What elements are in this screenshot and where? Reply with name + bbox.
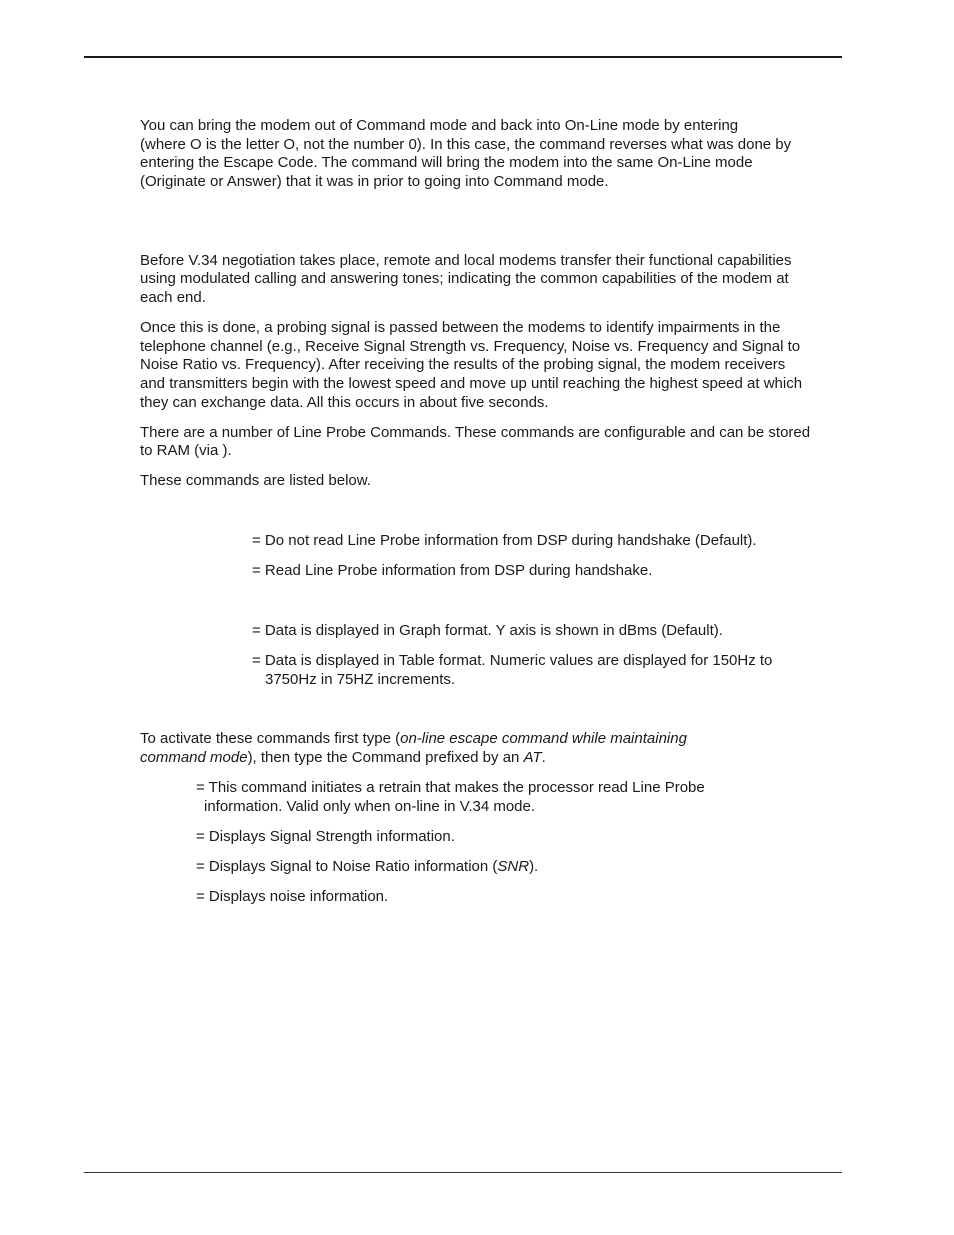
display-option-retrain-line-1: = This command initiates a retrain that makes the processor read Line Probe — [196, 779, 705, 796]
display-option-signal-strength: = Displays Signal Strength information. — [196, 828, 455, 845]
read-option-default: = Do not read Line Probe information from DSP during handshake (Default). — [252, 532, 757, 549]
format-option-table-line-2: 3750Hz in 75HZ increments. — [265, 671, 456, 688]
format-option-graph: = Data is displayed in Graph format. Y axis is shown in dBms (Default). — [252, 622, 723, 639]
probing-line-5: they can exchange data. All this occurs in about five seconds. — [140, 394, 549, 411]
online-paragraph-line-4: (Originate or Answer) that it was in prior to going into Command mode. — [140, 173, 609, 190]
activate-line-1 — [140, 729, 687, 748]
display-option-retrain-line-2: information. Valid only when on-line in V.34 mode. — [204, 798, 536, 815]
probe-intro-line-1: Before V.34 negotiation takes place, remote and local modems transfer their functional capabilities — [140, 252, 792, 269]
activate-line-2-end: . — [541, 749, 546, 766]
online-paragraph-line-3: entering the Escape Code. The command will bring the modem into the same On-Line mode — [140, 154, 753, 171]
listed-below: These commands are listed below. — [140, 472, 371, 489]
activate-line-1-prefix: To activate these commands first type ( — [140, 730, 401, 747]
footer-rule — [84, 1172, 842, 1173]
read-option-enabled: = Read Line Probe information from DSP during handshake. — [252, 562, 653, 579]
probing-line-1: Once this is done, a probing signal is passed between the modems to identify impairments in the — [140, 319, 781, 336]
activate-line-1-italic: on-line escape command while maintaining — [400, 730, 687, 747]
activate-line-2-at: AT — [523, 749, 542, 766]
online-paragraph-line-1: You can bring the modem out of Command mode and back into On-Line mode by entering — [140, 117, 739, 134]
probing-line-2: telephone channel (e.g., Receive Signal Strength vs. Frequency, Noise vs. Frequency and Signal to — [140, 338, 801, 355]
display-option-noise: = Displays noise information. — [196, 888, 389, 905]
header-rule — [84, 56, 842, 58]
config-line-1: There are a number of Line Probe Commands. These commands are configurable and can be stored — [140, 424, 811, 441]
probing-line-3: Noise Ratio vs. Frequency). After receiving the results of the probing signal, the modem receivers — [140, 356, 786, 373]
probe-intro-line-3: each end. — [140, 289, 206, 306]
probing-line-4: and transmitters begin with the lowest speed and move up until reaching the highest speed at which — [140, 375, 803, 392]
display-option-snr-italic: SNR — [497, 858, 530, 875]
display-option-snr-suffix: ). — [529, 858, 539, 875]
activate-line-2 — [140, 748, 546, 767]
probe-intro-line-2: using modulated calling and answering tones; indicating the common capabilities of the modem at — [140, 270, 789, 287]
display-option-snr-prefix: = Displays Signal to Noise Ratio information ( — [196, 858, 498, 875]
format-option-table-line-1: = Data is displayed in Table format. Numeric values are displayed for 150Hz to — [252, 652, 773, 669]
activate-line-2-mid: ), then type the Command prefixed by an — [247, 749, 524, 766]
display-option-snr — [196, 857, 538, 876]
config-line-2: to RAM (via ). — [140, 442, 232, 459]
activate-line-2-italic: command mode — [140, 749, 248, 766]
online-paragraph-line-2: (where O is the letter O, not the number 0). In this case, the command reverses what was done by — [140, 136, 792, 153]
